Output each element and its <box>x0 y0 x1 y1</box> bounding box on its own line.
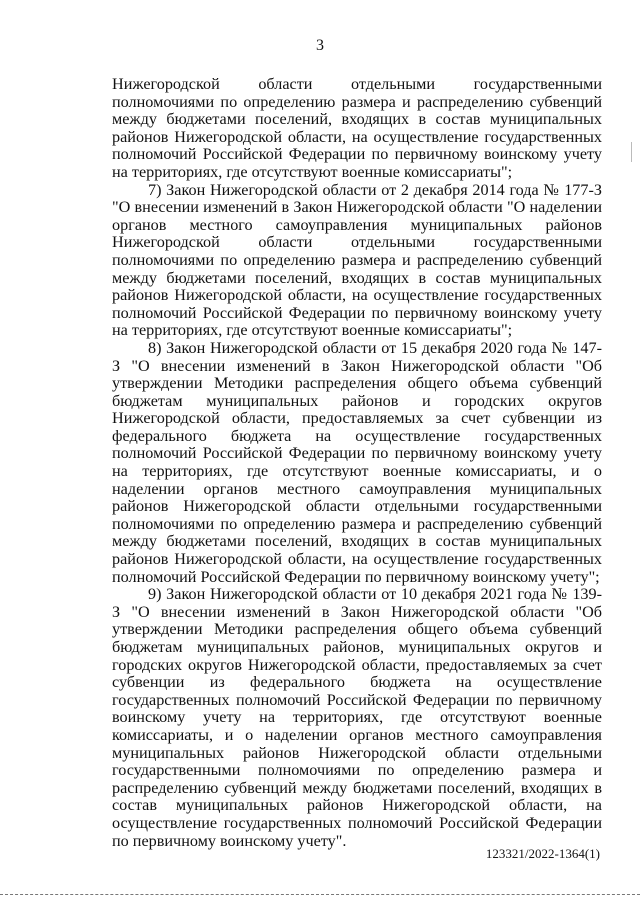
paragraph-item-7: 7) Закон Нижегородской области от 2 декабря 2014 года № 177-З "О внесении изменений в Закон Нижегородской области "О наделении органов местного самоуправления муниципальных районов Нижегородской области отдельными государственными полномочиями по определению размера и распределению субвенций между бюджетами поселений, входящих в состав муниципальных районов Нижегородской области, на осуществление государственных полномочий Российской Федерации по первичному воинскому учету на территориях, где отсутствуют военные комиссариаты"; <box>112 180 602 340</box>
page-number: 3 <box>316 37 324 54</box>
document-body <box>112 76 602 850</box>
page-bottom-edge <box>0 894 640 895</box>
paragraph-item-8: 8) Закон Нижегородской области от 15 декабря 2020 года № 147-З "О внесении изменений в Закон Нижегородской области "Об утверждении Методики распределения общего объема субвенций бюджетам муниципальных районов и городских округов Нижегородской области, предоставляемых за счет субвенции из федерального бюджета на осуществление государственных полномочий Российской Федерации по первичному воинскому учету на территориях, где отсутствуют военные комиссариаты, и о наделении органов местного самоуправления муниципальных районов Нижегородской области отдельными государственными полномочиями по определению размера и распределению субвенций между бюджетами поселений, входящих в состав муниципальных районов Нижегородской области, на осуществление государственных полномочий Российской Федерации по первичному воинскому учету"; <box>112 338 602 586</box>
paragraph-continuation: Нижегородской области отдельными государственными полномочиями по определению размера и распределению субвенций между бюджетами поселений, входящих в состав муниципальных районов Нижегородской области, на осуществление государственных полномочий Российской Федерации по первичному воинскому учету на территориях, где отсутствуют военные комиссариаты"; <box>112 75 602 181</box>
document-code: 123321/2022-1364(1) <box>485 846 600 861</box>
scan-mark <box>631 142 632 162</box>
paragraph-item-9: 9) Закон Нижегородской области от 10 декабря 2021 года № 139-З "О внесении изменений в Закон Нижегородской области "Об утверждении Методики распределения общего объема субвенций бюджетам муниципальных районов, муниципальных округов и городских округов Нижегородской области, предоставляемых за счет субвенции из федерального бюджета на осуществление государственных полномочий Российской Федерации по первичному воинскому учету на территориях, где отсутствуют военные комиссариаты, и о наделении органов местного самоуправления муниципальных районов Нижегородской области отдельными государственными полномочиями по определению размера и распределению субвенций между бюджетами поселений, входящих в состав муниципальных районов Нижегородской области, на осуществление государственных полномочий Российской Федерации по первичному воинскому учету". <box>112 585 602 850</box>
